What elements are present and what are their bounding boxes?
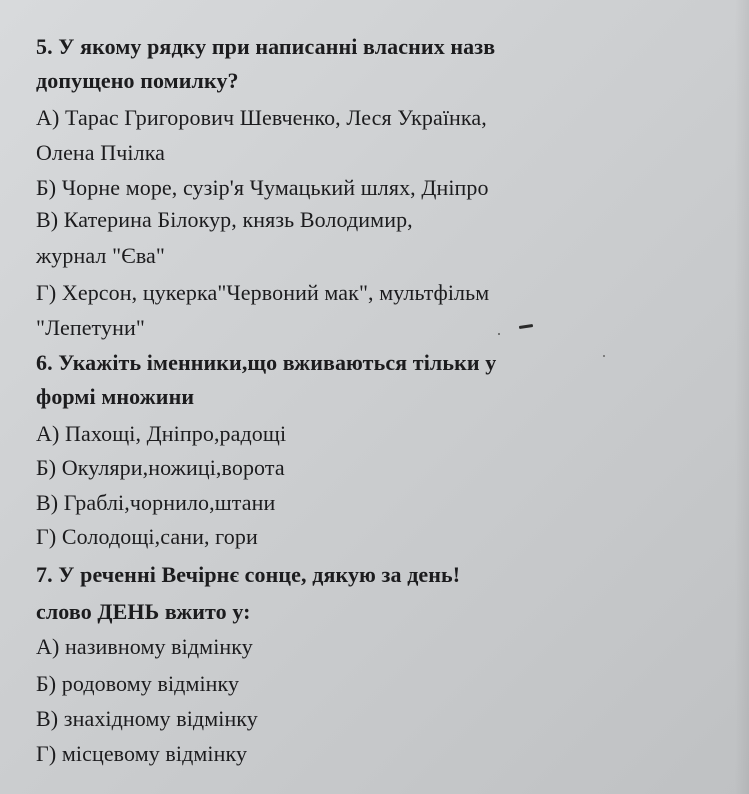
ink-dot bbox=[603, 355, 605, 357]
question-5-title-line-1: 5. У якому рядку при написанні власних назв bbox=[36, 34, 496, 59]
question-6-option-h: Г) Солодощі,сани, гори bbox=[36, 524, 258, 549]
question-7-option-v: В) знахідному відмінку bbox=[36, 706, 258, 731]
question-5-option-v-line-2: журнал "Єва" bbox=[36, 243, 165, 268]
paper-shadow bbox=[735, 0, 749, 794]
question-5-option-h-line-1: Г) Херсон, цукерка"Червоний мак", мультфільм bbox=[36, 280, 490, 305]
question-6-option-a: А) Пахощі, Дніпро,радощі bbox=[36, 421, 287, 446]
question-5-title-line-2: допущено помилку? bbox=[36, 68, 239, 93]
question-7-option-a: А) називному відмінку bbox=[36, 634, 253, 659]
question-7-option-h: Г) місцевому відмінку bbox=[36, 741, 248, 766]
question-5-option-h-line-2: "Лепетуни" bbox=[36, 315, 145, 340]
question-7-option-b: Б) родовому відмінку bbox=[36, 671, 240, 696]
question-7-title-line-1: 7. У реченні Вечірнє сонце, дякую за день! bbox=[36, 562, 461, 587]
ink-dot bbox=[498, 333, 500, 335]
question-6-title-line-2: формі множини bbox=[36, 384, 195, 409]
question-6-title-line-1: 6. Укажіть іменники,що вживаються тільки у bbox=[36, 350, 497, 375]
question-5-option-a-line-2: Олена Пчілка bbox=[36, 140, 166, 165]
question-5-option-v-line-1: В) Катерина Білокур, князь Володимир, bbox=[36, 207, 413, 232]
question-7-title-line-2: слово ДЕНЬ вжито у: bbox=[36, 599, 251, 624]
question-5-option-a-line-1: А) Тарас Григорович Шевченко, Леся Українка, bbox=[36, 105, 487, 130]
question-6-option-v: В) Граблі,чорнило,штани bbox=[36, 490, 276, 515]
pen-mark bbox=[519, 324, 533, 329]
question-5-option-b: Б) Чорне море, сузір'я Чумацький шлях, Дніпро bbox=[36, 175, 489, 200]
question-6-option-b: Б) Окуляри,ножиці,ворота bbox=[36, 455, 285, 480]
